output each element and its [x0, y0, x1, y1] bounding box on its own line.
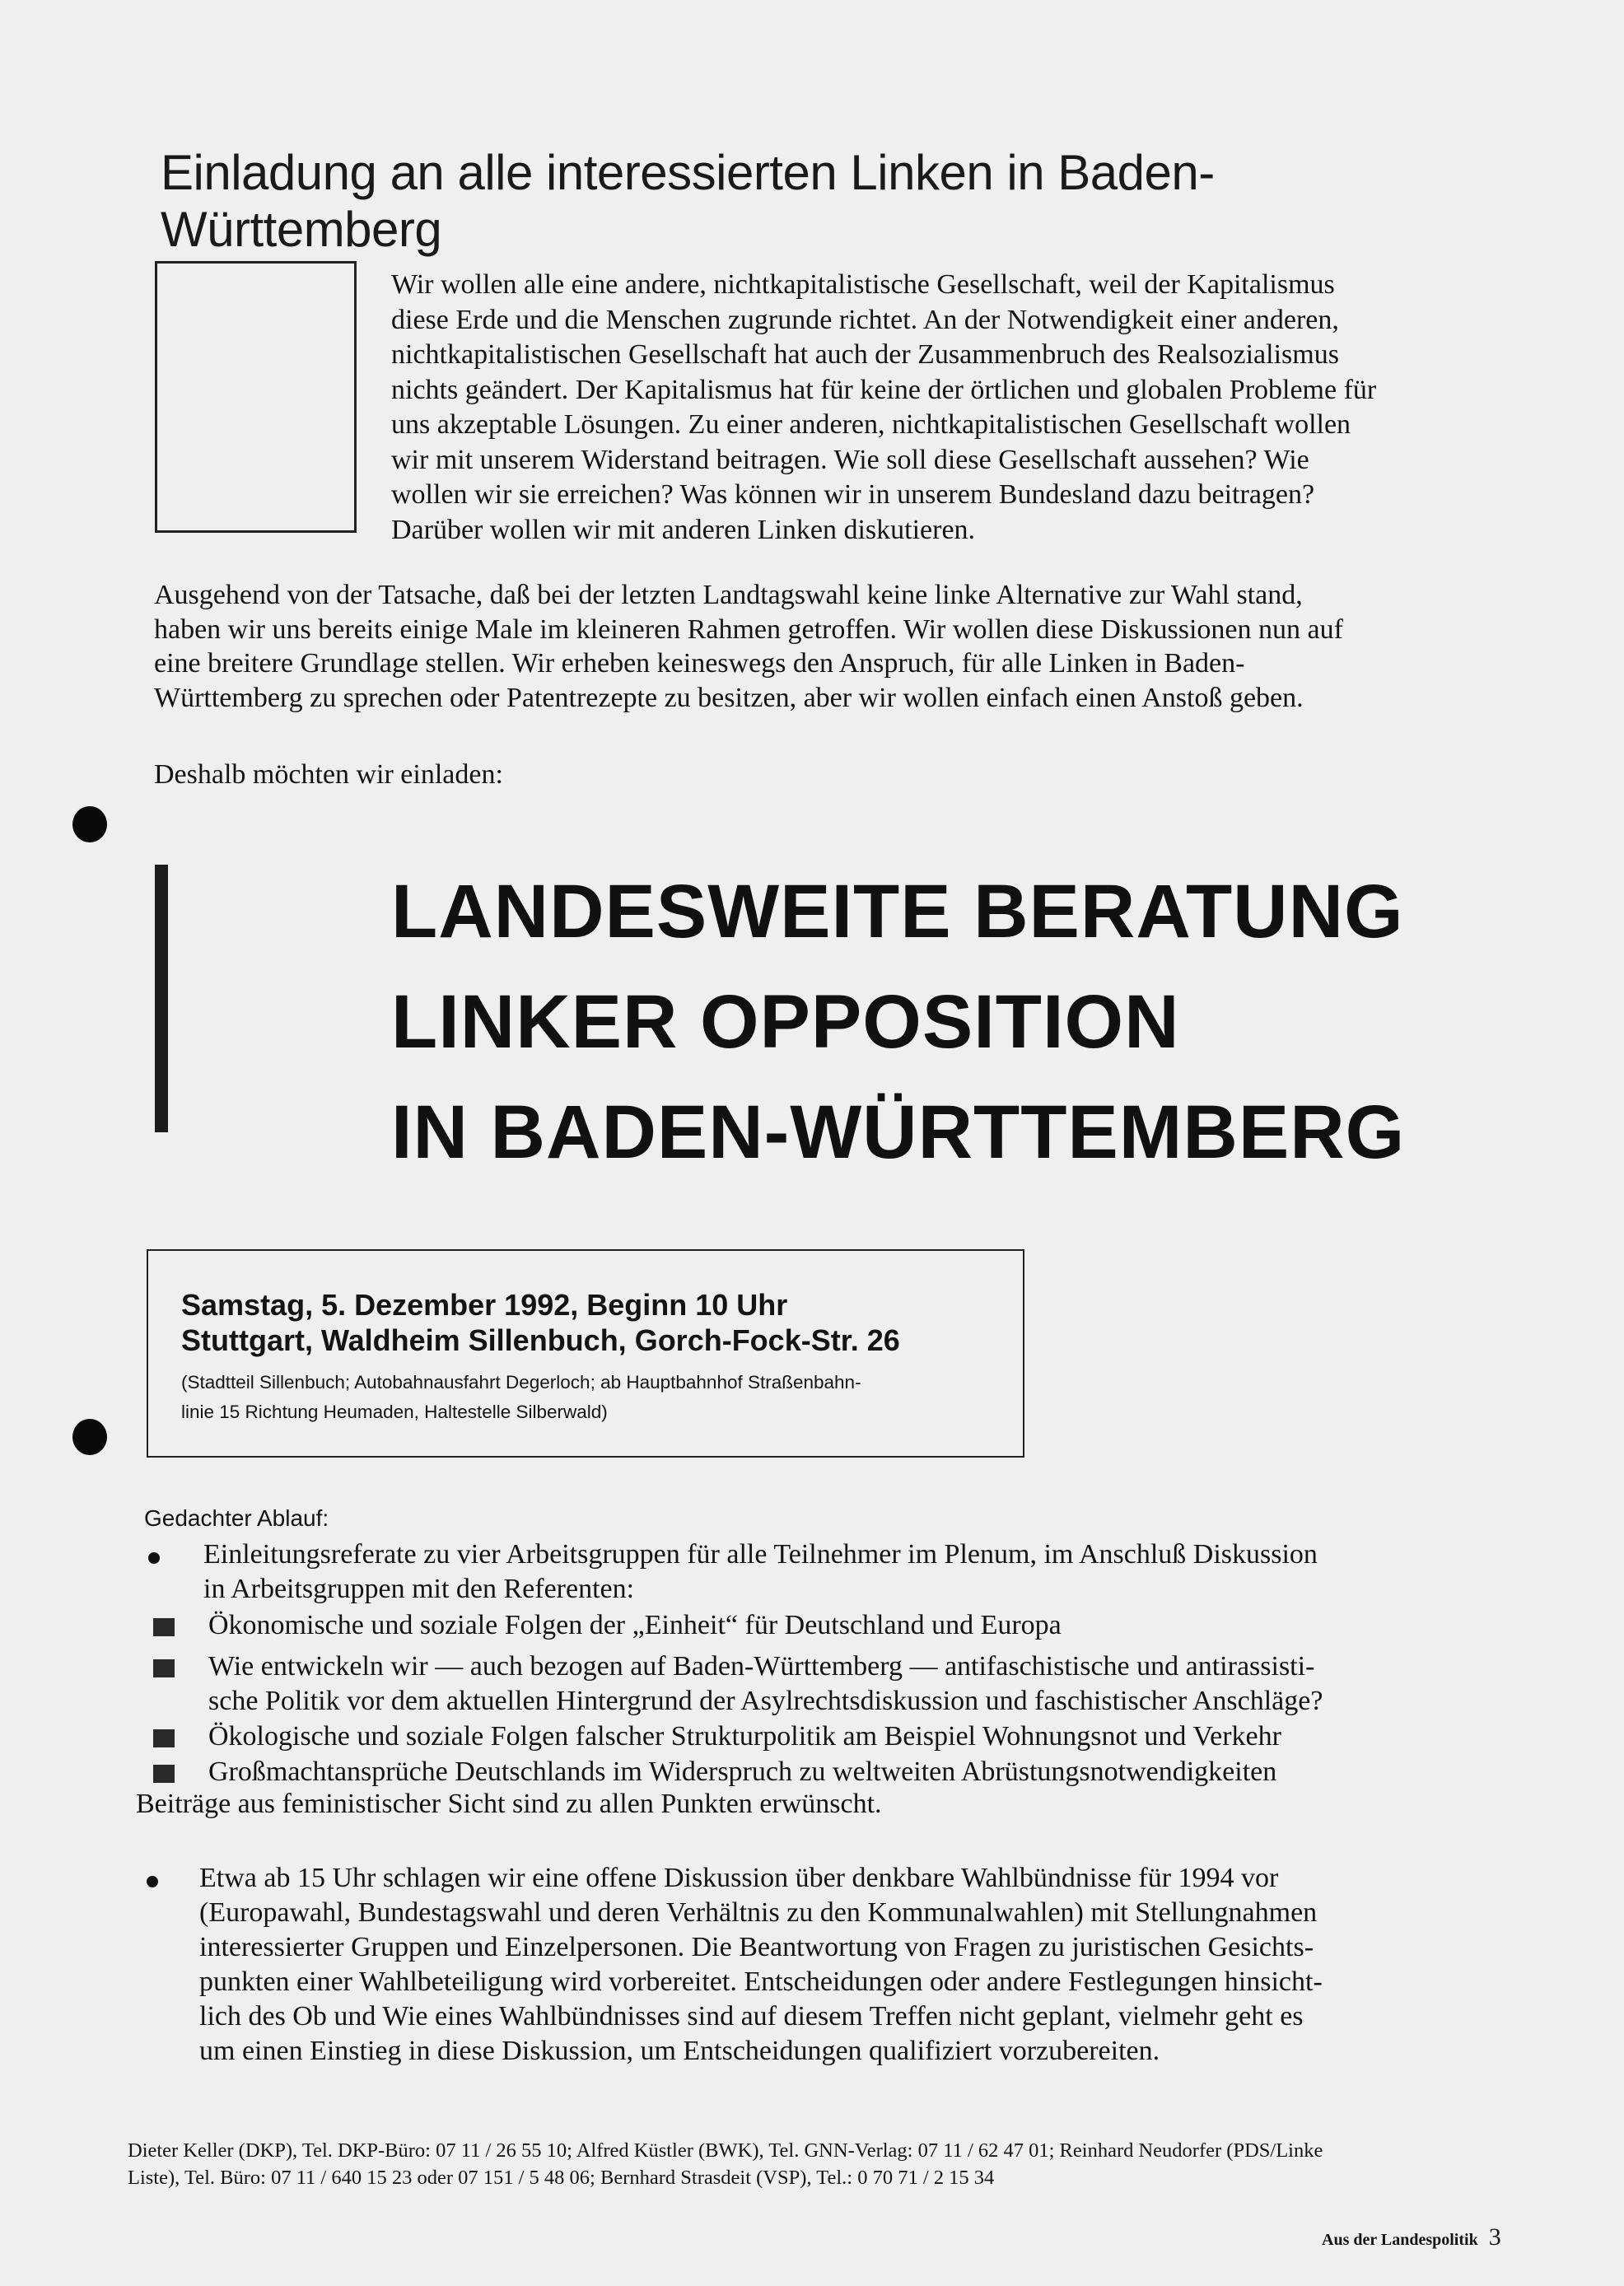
context-line: haben wir uns bereits einige Male im kleineren Rahmen getroffen. Wir wollen diese Diskussionen nun auf — [154, 613, 1343, 645]
punch-hole-bottom — [72, 1419, 107, 1455]
bullet-square-icon — [153, 1729, 175, 1747]
event-details-box — [147, 1249, 1024, 1458]
contact-line: Liste), Tel. Büro: 07 11 / 640 15 23 oder 07 151 / 5 48 06; Bernhard Strasdeit (VSP), Tel.: 0 70 71 / 2 15 34 — [128, 2167, 995, 2189]
schedule-line: Einleitungsreferate zu vier Arbeitsgruppen für alle Teilnehmer im Plenum, im Anschluß Diskussion — [203, 1539, 1318, 1570]
intro-paragraph — [391, 268, 1507, 548]
context-line: eine breitere Grundlage stellen. Wir erheben keineswegs den Anspruch, für alle Linken in Baden- — [154, 648, 1245, 679]
schedule-label: Gedachter Ablauf: — [144, 1505, 329, 1531]
page-number: 3 — [1488, 2223, 1501, 2251]
headline-line: LINKER OPPOSITION — [391, 980, 1180, 1064]
headline-line: IN BADEN-WÜRTTEMBERG — [391, 1090, 1406, 1174]
context-paragraph — [154, 578, 1505, 715]
schedule-line: in Arbeitsgruppen mit den Referenten: — [203, 1574, 635, 1604]
working-group-item — [153, 1755, 1553, 1789]
context-line: Ausgehend von der Tatsache, daß bei der letzten Landtagswahl keine linke Alternative zur Wahl stand, — [154, 580, 1303, 610]
directions-line: linie 15 Richtung Heumaden, Haltestelle Silberwald) — [181, 1402, 608, 1422]
schedule-line: (Europawahl, Bundestagswahl und deren Verhältnis zu den Kommunalwahlen) mit Stellungnahmen — [199, 1897, 1318, 1928]
working-group-text: Ökonomische und soziale Folgen der „Einheit“ für Deutschland und Europa — [208, 1610, 1062, 1640]
bullet-dot-icon — [148, 1552, 160, 1564]
intro-line: nichts geändert. Der Kapitalismus hat für keine der örtlichen und globalen Probleme für — [391, 374, 1377, 405]
schedule-line: punkten einer Wahlbeteiligung wird vorbereitet. Entscheidungen oder andere Festlegungen hinsicht- — [199, 1966, 1323, 1997]
schedule-item — [148, 1537, 1548, 1612]
intro-line: uns akzeptable Lösungen. Zu einer anderen, nichtkapitalistischen Gesellschaft wollen — [391, 409, 1351, 440]
headline-accent-bar — [155, 865, 168, 1132]
intro-line: diese Erde und die Menschen zugrunde richtet. An der Notwendigkeit einer anderen, — [391, 304, 1339, 335]
bullet-square-icon — [153, 1618, 175, 1636]
bullet-square-icon — [153, 1659, 175, 1677]
intro-line: Darüber wollen wir mit anderen Linken diskutieren. — [391, 514, 976, 545]
intro-line: wollen wir sie erreichen? Was können wir in unserem Bundesland dazu beitragen? — [391, 479, 1315, 510]
punch-hole-top — [72, 806, 107, 842]
schedule-line: Etwa ab 15 Uhr schlagen wir eine offene Diskussion über denkbare Wahlbündnisse für 1994 vor — [199, 1863, 1279, 1893]
page-title: Einladung an alle interessierten Linken in Baden-Württemberg — [161, 145, 1215, 257]
working-group-text: Großmachtansprüche Deutschlands im Widerspruch zu weltweiten Abrüstungsnotwendigkeiten — [208, 1756, 1277, 1787]
contact-line: Dieter Keller (DKP), Tel. DKP-Büro: 07 11 / 26 55 10; Alfred Küstler (BWK), Tel. GNN-Verlag: 07 11 / 62 47 01; Reinhard Neudorfer (PDS/Linke — [128, 2139, 1323, 2162]
intro-line: Wir wollen alle eine andere, nichtkapitalistische Gesellschaft, weil der Kapitalismus — [391, 269, 1335, 300]
contact-info — [128, 2137, 1445, 2191]
context-line: Württemberg zu sprechen oder Patentrezepte zu besitzen, aber wir wollen einfach einen Anstoß geben. — [154, 682, 1304, 713]
working-group-item — [153, 1719, 1553, 1754]
event-headline — [391, 856, 1544, 1187]
working-group-text: sche Politik vor dem aktuellen Hintergrund der Asylrechtsdiskussion und faschistischer Anschläge? — [208, 1686, 1323, 1716]
empty-photo-box — [155, 261, 357, 533]
event-directions — [181, 1368, 1005, 1427]
schedule-item — [147, 1861, 1563, 2075]
headline-line: LANDESWEITE BERATUNG — [391, 870, 1404, 954]
schedule-line: interessierter Gruppen und Einzelpersonen. Die Beantwortung von Fragen zu juristischen Gesichts- — [199, 1932, 1314, 1962]
event-venue: Stuttgart, Waldheim Sillenbuch, Gorch-Fock-Str. 26 — [181, 1323, 900, 1357]
feminist-note: Beiträge aus feministischer Sicht sind zu allen Punkten erwünscht. — [136, 1789, 882, 1819]
intro-line: wir mit unserem Widerstand beitragen. Wie soll diese Gesellschaft aussehen? Wie — [391, 444, 1309, 475]
bullet-square-icon — [153, 1765, 175, 1783]
working-group-item — [153, 1649, 1553, 1724]
invitation-lead: Deshalb möchten wir einladen: — [154, 759, 503, 790]
section-name: Aus der Landespolitik — [1322, 2231, 1478, 2249]
working-group-text: Ökologische und soziale Folgen falscher Strukturpolitik am Beispiel Wohnungsnot und Verkehr — [208, 1721, 1281, 1752]
bullet-dot-icon — [147, 1876, 158, 1887]
directions-line: (Stadtteil Sillenbuch; Autobahnausfahrt Degerloch; ab Hauptbahnhof Straßenbahn- — [181, 1372, 861, 1393]
intro-line: nichtkapitalistischen Gesellschaft hat auch der Zusammenbruch des Realsozialismus — [391, 339, 1339, 370]
working-group-item — [153, 1608, 1553, 1643]
page-footer — [1322, 2223, 1501, 2251]
working-group-text: Wie entwickeln wir — auch bezogen auf Baden-Württemberg — antifaschistische und antirassisti- — [208, 1651, 1315, 1682]
event-date: Samstag, 5. Dezember 1992, Beginn 10 Uhr — [181, 1288, 788, 1322]
schedule-line: lich des Ob und Wie eines Wahlbündnisses sind auf diesem Treffen nicht geplant, vielmehr geht es — [199, 2001, 1304, 2032]
schedule-line: um einen Einstieg in diese Diskussion, um Entscheidungen qualifiziert vorzubereiten. — [199, 2036, 1160, 2066]
